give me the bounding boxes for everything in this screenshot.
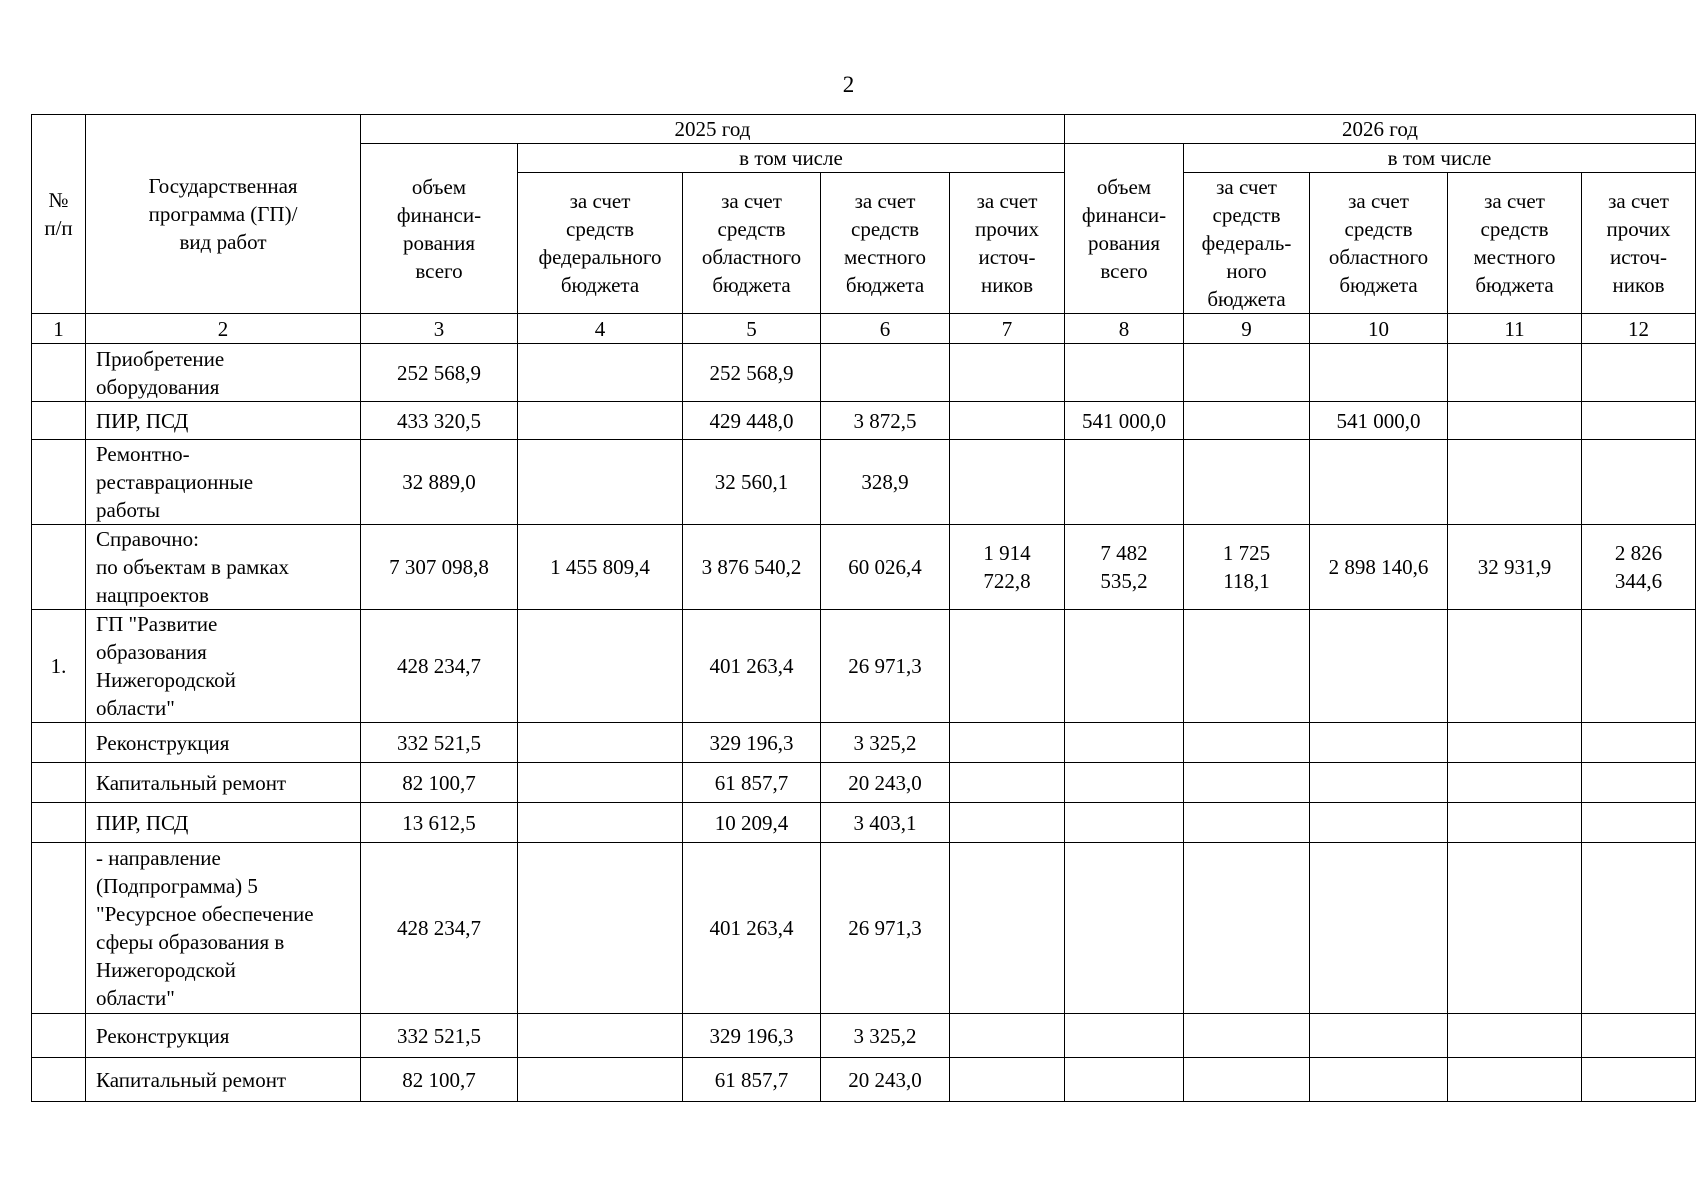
column-number: 6 — [821, 314, 950, 344]
cell-num — [32, 843, 86, 1014]
cell-regional-2025: 252 568,9 — [683, 344, 821, 402]
header-total-2026: объем финанси- рования всего — [1065, 144, 1184, 314]
cell-other-2026 — [1582, 803, 1696, 843]
cell-federal-2026 — [1184, 1058, 1310, 1102]
header-program: Государственная программа (ГП)/ вид работ — [86, 115, 361, 314]
cell-regional-2025: 329 196,3 — [683, 723, 821, 763]
header-local-2025: за счет средств местного бюджета — [821, 173, 950, 314]
table-row — [32, 525, 1696, 610]
cell-num: 1. — [32, 610, 86, 723]
cell-total-2026 — [1065, 803, 1184, 843]
cell-federal-2026 — [1184, 610, 1310, 723]
cell-program: Капитальный ремонт — [86, 763, 361, 803]
header-year-2025: 2025 год — [361, 115, 1065, 144]
cell-program: - направление (Подпрограмма) 5 "Ресурсное обеспечение сферы образования в Нижегородской области" — [86, 843, 361, 1014]
cell-regional-2025: 10 209,4 — [683, 803, 821, 843]
cell-num — [32, 1014, 86, 1058]
cell-federal-2025 — [518, 344, 683, 402]
cell-regional-2025: 401 263,4 — [683, 843, 821, 1014]
cell-local-2025 — [821, 344, 950, 402]
header-other-2026: за счет прочих источ- ников — [1582, 173, 1696, 314]
cell-local-2025: 60 026,4 — [821, 525, 950, 610]
cell-local-2026: 32 931,9 — [1448, 525, 1582, 610]
cell-regional-2025: 61 857,7 — [683, 1058, 821, 1102]
financing-table — [31, 114, 1696, 1102]
column-number: 8 — [1065, 314, 1184, 344]
table-row — [32, 1014, 1696, 1058]
cell-other-2026 — [1582, 763, 1696, 803]
table-row — [32, 723, 1696, 763]
cell-other-2026 — [1582, 610, 1696, 723]
cell-other-2026: 2 826 344,6 — [1582, 525, 1696, 610]
cell-other-2025 — [950, 344, 1065, 402]
cell-federal-2025: 1 455 809,4 — [518, 525, 683, 610]
cell-program: ПИР, ПСД — [86, 402, 361, 440]
column-number: 5 — [683, 314, 821, 344]
header-including-2025: в том числе — [518, 144, 1065, 173]
cell-program: ГП "Развитие образования Нижегородской области" — [86, 610, 361, 723]
cell-total-2025: 7 307 098,8 — [361, 525, 518, 610]
header-local-2026: за счет средств местного бюджета — [1448, 173, 1582, 314]
cell-local-2025: 26 971,3 — [821, 843, 950, 1014]
column-number: 11 — [1448, 314, 1582, 344]
cell-regional-2026 — [1310, 803, 1448, 843]
cell-num — [32, 803, 86, 843]
cell-regional-2025: 61 857,7 — [683, 763, 821, 803]
table-row — [32, 402, 1696, 440]
cell-total-2025: 332 521,5 — [361, 723, 518, 763]
cell-federal-2025 — [518, 1058, 683, 1102]
cell-total-2025: 428 234,7 — [361, 610, 518, 723]
table-row — [32, 843, 1696, 1014]
header-federal-2025: за счет средств федерального бюджета — [518, 173, 683, 314]
cell-program: Реконструкция — [86, 723, 361, 763]
cell-federal-2026 — [1184, 440, 1310, 525]
cell-total-2025: 332 521,5 — [361, 1014, 518, 1058]
cell-other-2026 — [1582, 344, 1696, 402]
cell-local-2026 — [1448, 402, 1582, 440]
cell-total-2026: 541 000,0 — [1065, 402, 1184, 440]
cell-total-2026 — [1065, 843, 1184, 1014]
cell-federal-2025 — [518, 803, 683, 843]
cell-regional-2025: 32 560,1 — [683, 440, 821, 525]
cell-local-2026 — [1448, 763, 1582, 803]
column-number: 4 — [518, 314, 683, 344]
column-number: 3 — [361, 314, 518, 344]
cell-total-2025: 32 889,0 — [361, 440, 518, 525]
header-including-2026: в том числе — [1184, 144, 1696, 173]
cell-total-2026 — [1065, 723, 1184, 763]
cell-other-2025 — [950, 440, 1065, 525]
cell-regional-2025: 429 448,0 — [683, 402, 821, 440]
cell-other-2026 — [1582, 440, 1696, 525]
cell-program: ПИР, ПСД — [86, 803, 361, 843]
header-regional-2026: за счет средств областного бюджета — [1310, 173, 1448, 314]
page-number: 2 — [842, 72, 855, 97]
cell-federal-2026 — [1184, 803, 1310, 843]
cell-local-2025: 3 325,2 — [821, 1014, 950, 1058]
cell-other-2026 — [1582, 843, 1696, 1014]
cell-other-2025 — [950, 723, 1065, 763]
cell-local-2025: 20 243,0 — [821, 1058, 950, 1102]
cell-other-2025 — [950, 402, 1065, 440]
cell-other-2026 — [1582, 402, 1696, 440]
cell-total-2026 — [1065, 610, 1184, 723]
cell-federal-2026 — [1184, 843, 1310, 1014]
table-row — [32, 1058, 1696, 1102]
table-row — [32, 344, 1696, 402]
cell-local-2025: 328,9 — [821, 440, 950, 525]
table-row — [32, 440, 1696, 525]
cell-federal-2025 — [518, 723, 683, 763]
cell-local-2025: 3 872,5 — [821, 402, 950, 440]
cell-total-2026 — [1065, 344, 1184, 402]
cell-total-2025: 82 100,7 — [361, 763, 518, 803]
cell-federal-2025 — [518, 610, 683, 723]
cell-other-2026 — [1582, 1058, 1696, 1102]
cell-other-2025 — [950, 803, 1065, 843]
cell-regional-2026: 2 898 140,6 — [1310, 525, 1448, 610]
cell-other-2025 — [950, 763, 1065, 803]
cell-other-2025 — [950, 843, 1065, 1014]
cell-total-2026 — [1065, 440, 1184, 525]
cell-other-2025 — [950, 1058, 1065, 1102]
cell-total-2025: 82 100,7 — [361, 1058, 518, 1102]
cell-local-2026 — [1448, 723, 1582, 763]
cell-federal-2025 — [518, 1014, 683, 1058]
cell-regional-2026 — [1310, 1058, 1448, 1102]
cell-local-2026 — [1448, 1014, 1582, 1058]
cell-regional-2026 — [1310, 344, 1448, 402]
cell-local-2026 — [1448, 610, 1582, 723]
header-num: № п/п — [32, 115, 86, 314]
cell-total-2026 — [1065, 1014, 1184, 1058]
cell-local-2026 — [1448, 440, 1582, 525]
cell-num — [32, 723, 86, 763]
cell-regional-2026 — [1310, 610, 1448, 723]
cell-regional-2026 — [1310, 843, 1448, 1014]
cell-num — [32, 402, 86, 440]
cell-other-2026 — [1582, 723, 1696, 763]
cell-program: Справочно: по объектам в рамках нацпроектов — [86, 525, 361, 610]
cell-total-2026: 7 482 535,2 — [1065, 525, 1184, 610]
cell-regional-2026 — [1310, 440, 1448, 525]
header-regional-2025: за счет средств областного бюджета — [683, 173, 821, 314]
cell-regional-2025: 401 263,4 — [683, 610, 821, 723]
cell-num — [32, 344, 86, 402]
cell-regional-2025: 329 196,3 — [683, 1014, 821, 1058]
cell-total-2026 — [1065, 1058, 1184, 1102]
cell-local-2025: 20 243,0 — [821, 763, 950, 803]
cell-total-2025: 13 612,5 — [361, 803, 518, 843]
table-row — [32, 610, 1696, 723]
column-number: 12 — [1582, 314, 1696, 344]
cell-program: Ремонтно- реставрационные работы — [86, 440, 361, 525]
cell-num — [32, 525, 86, 610]
cell-federal-2026 — [1184, 763, 1310, 803]
cell-federal-2025 — [518, 440, 683, 525]
cell-other-2025 — [950, 610, 1065, 723]
cell-local-2025: 26 971,3 — [821, 610, 950, 723]
column-numbers-row — [32, 314, 1696, 344]
cell-federal-2026 — [1184, 402, 1310, 440]
header-federal-2026: за счет средств федераль- ного бюджета — [1184, 173, 1310, 314]
cell-total-2025: 252 568,9 — [361, 344, 518, 402]
cell-regional-2026 — [1310, 723, 1448, 763]
cell-regional-2026: 541 000,0 — [1310, 402, 1448, 440]
header-year-2026: 2026 год — [1065, 115, 1696, 144]
column-number: 9 — [1184, 314, 1310, 344]
cell-local-2026 — [1448, 843, 1582, 1014]
header-total-2025: объем финанси- рования всего — [361, 144, 518, 314]
cell-federal-2025 — [518, 843, 683, 1014]
cell-other-2026 — [1582, 1014, 1696, 1058]
cell-total-2025: 433 320,5 — [361, 402, 518, 440]
cell-num — [32, 1058, 86, 1102]
column-number: 10 — [1310, 314, 1448, 344]
cell-num — [32, 440, 86, 525]
column-number: 7 — [950, 314, 1065, 344]
cell-local-2025: 3 403,1 — [821, 803, 950, 843]
cell-federal-2025 — [518, 402, 683, 440]
cell-federal-2026 — [1184, 344, 1310, 402]
cell-regional-2025: 3 876 540,2 — [683, 525, 821, 610]
header-other-2025: за счет прочих источ- ников — [950, 173, 1065, 314]
cell-federal-2026 — [1184, 1014, 1310, 1058]
cell-program: Реконструкция — [86, 1014, 361, 1058]
cell-local-2026 — [1448, 344, 1582, 402]
cell-regional-2026 — [1310, 763, 1448, 803]
cell-program: Капитальный ремонт — [86, 1058, 361, 1102]
column-number: 1 — [32, 314, 86, 344]
cell-other-2025 — [950, 1014, 1065, 1058]
cell-total-2026 — [1065, 763, 1184, 803]
table-row — [32, 803, 1696, 843]
cell-local-2025: 3 325,2 — [821, 723, 950, 763]
cell-federal-2026 — [1184, 723, 1310, 763]
cell-regional-2026 — [1310, 1014, 1448, 1058]
cell-num — [32, 763, 86, 803]
cell-total-2025: 428 234,7 — [361, 843, 518, 1014]
cell-federal-2026: 1 725 118,1 — [1184, 525, 1310, 610]
cell-other-2025: 1 914 722,8 — [950, 525, 1065, 610]
cell-local-2026 — [1448, 1058, 1582, 1102]
column-number: 2 — [86, 314, 361, 344]
cell-federal-2025 — [518, 763, 683, 803]
table-row — [32, 763, 1696, 803]
cell-local-2026 — [1448, 803, 1582, 843]
cell-program: Приобретение оборудования — [86, 344, 361, 402]
